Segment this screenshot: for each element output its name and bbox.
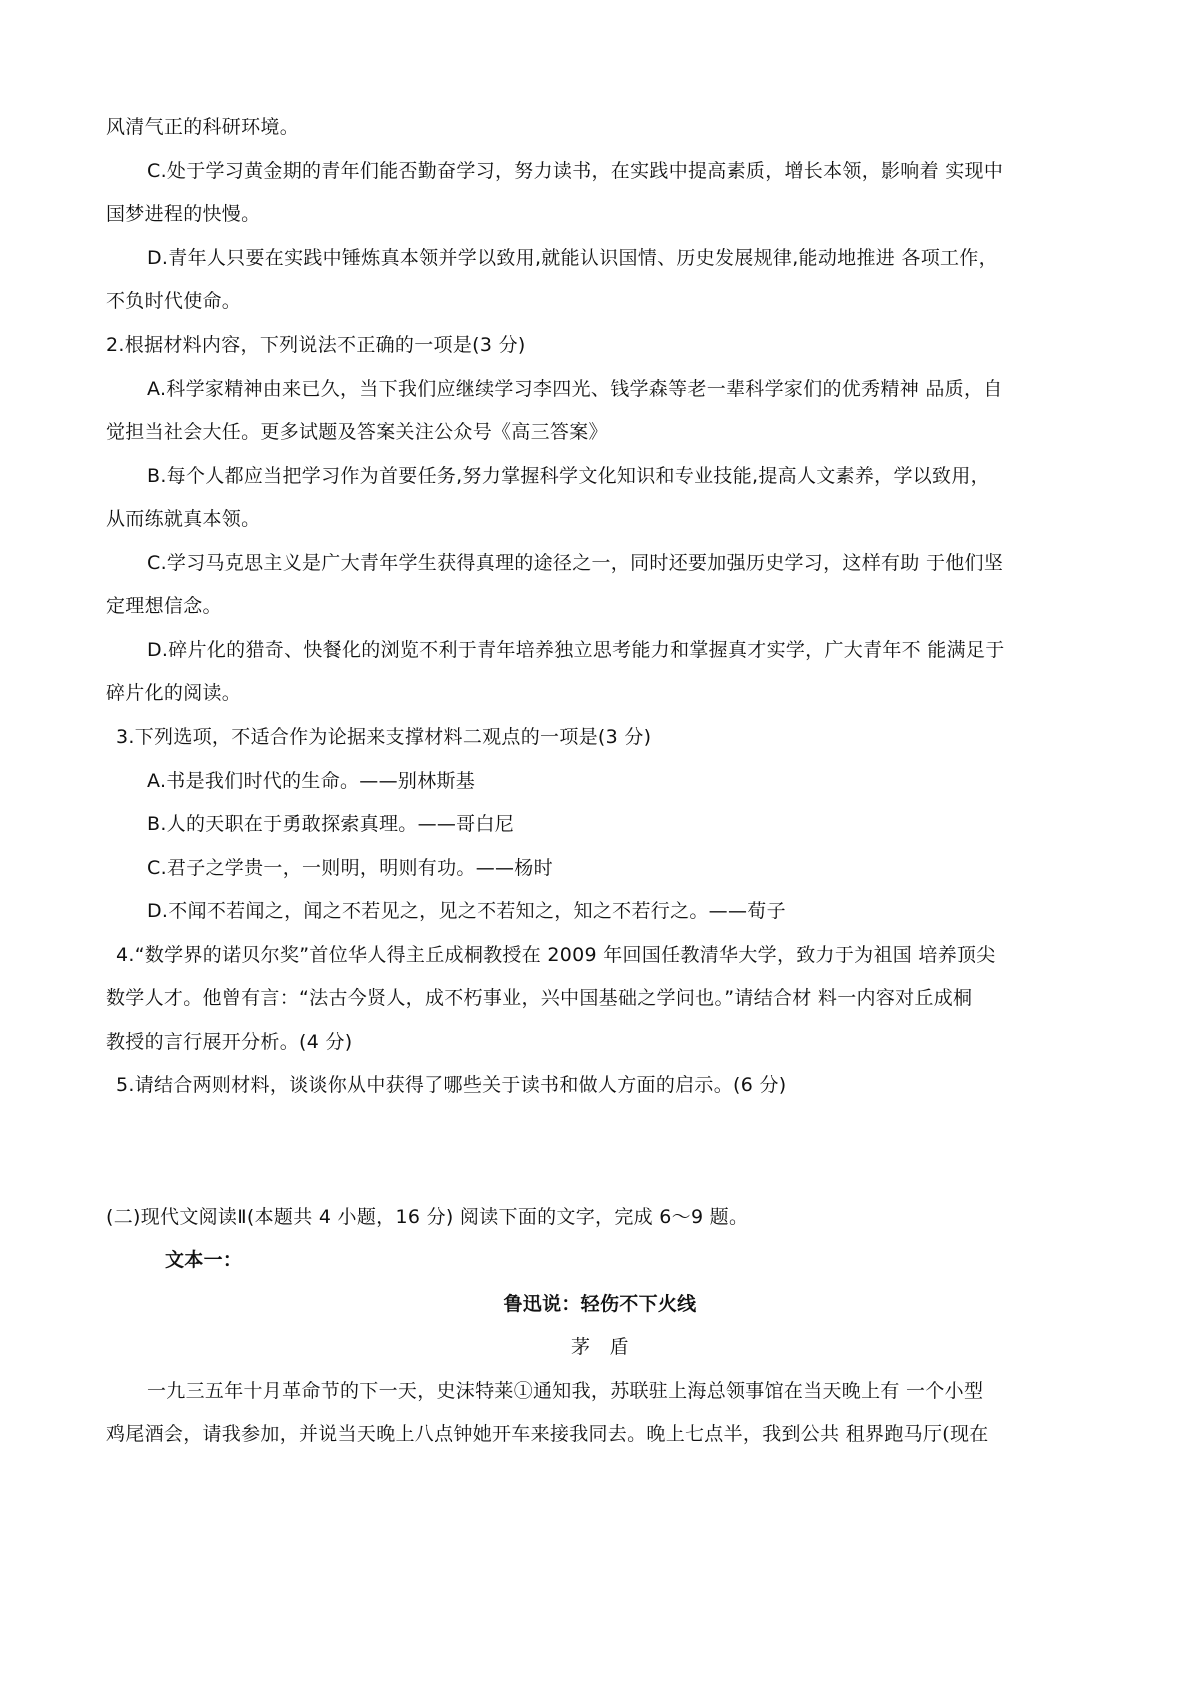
q2-option-c-line1: C.学习马克思主义是广大青年学生获得真理的途径之一，同时还要加强历史学习，这样有助 于他们坚 [147, 552, 1004, 574]
q1-option-d-line2: 不负时代使命。 [106, 290, 242, 312]
q3-option-d: D.不闻不若闻之，闻之不若见之，见之不若知之，知之不若行之。——荀子 [147, 900, 786, 922]
q2-option-a-line1: A.科学家精神由来已久，当下我们应继续学习李四光、钱学森等老一辈科学家们的优秀精神 品质，自 [147, 378, 1003, 400]
q2-option-d-line2: 碎片化的阅读。 [106, 682, 242, 704]
q4-line1: 4.“数学界的诺贝尔奖”首位华人得主丘成桐教授在 2009 年回国任教清华大学，致力于为祖国 培养顶尖 [116, 944, 996, 966]
q1-option-d-line1: D.青年人只要在实践中锤炼真本领并学以致用,就能认识国情、历史发展规律,能动地推进 各项工作， [147, 247, 998, 269]
q3-stem: 3.下列选项，不适合作为论据来支撑材料二观点的一项是(3 分) [116, 726, 652, 748]
q5-stem: 5.请结合两则材料，谈谈你从中获得了哪些关于读书和做人方面的启示。(6 分) [116, 1074, 787, 1096]
q2-option-d-line1: D.碎片化的猎奇、快餐化的浏览不利于青年培养独立思考能力和掌握真才实学，广大青年不 能满足于 [147, 639, 1005, 661]
section2-heading: (二)现代文阅读Ⅱ(本题共 4 小题，16 分) 阅读下面的文字，完成 6～9 题。 [106, 1206, 749, 1228]
q2-stem: 2.根据材料内容，下列说法不正确的一项是(3 分) [106, 334, 526, 356]
article-title: 鲁迅说：轻伤不下火线 [503, 1293, 697, 1315]
q2-option-b-line1: B.每个人都应当把学习作为首要任务,努力掌握科学文化知识和专业技能,提高人文素养，学以致用， [147, 465, 990, 487]
article-author: 茅 盾 [571, 1336, 629, 1358]
q3-option-a: A.书是我们时代的生命。——别林斯基 [147, 770, 476, 792]
q2-option-a-line2: 觉担当社会大任。更多试题及答案关注公众号《高三答案》 [106, 421, 608, 443]
q2-option-b-line2: 从而练就真本领。 [106, 508, 261, 530]
q4-line2: 数学人才。他曾有言：“法古今贤人，成不朽事业，兴中国基础之学问也。”请结合材 料一内容对丘成桐 [106, 987, 973, 1009]
q3-option-b: B.人的天职在于勇敢探索真理。——哥白尼 [147, 813, 515, 835]
q4-line3: 教授的言行展开分析。(4 分) [106, 1031, 353, 1053]
article-paragraph1-line1: 一九三五年十月革命节的下一天，史沫特莱①通知我，苏联驻上海总领事馆在当天晚上有 一个小型 [147, 1380, 984, 1402]
q1-option-c-line2: 国梦进程的快慢。 [106, 203, 261, 225]
q1-option-c-line1: C.处于学习黄金期的青年们能否勤奋学习，努力读书，在实践中提高素质，增长本领，影响着 实现中 [147, 160, 1004, 182]
passage-end-line: 风清气正的科研环境。 [106, 116, 300, 138]
q3-option-c: C.君子之学贵一，一则明，明则有功。——杨时 [147, 857, 553, 879]
text-one-label: 文本一： [165, 1249, 243, 1271]
q2-option-c-line2: 定理想信念。 [106, 595, 222, 617]
article-paragraph1-line2: 鸡尾酒会，请我参加，并说当天晚上八点钟她开车来接我同去。晚上七点半，我到公共 租界跑马厅(现在 [106, 1423, 989, 1445]
